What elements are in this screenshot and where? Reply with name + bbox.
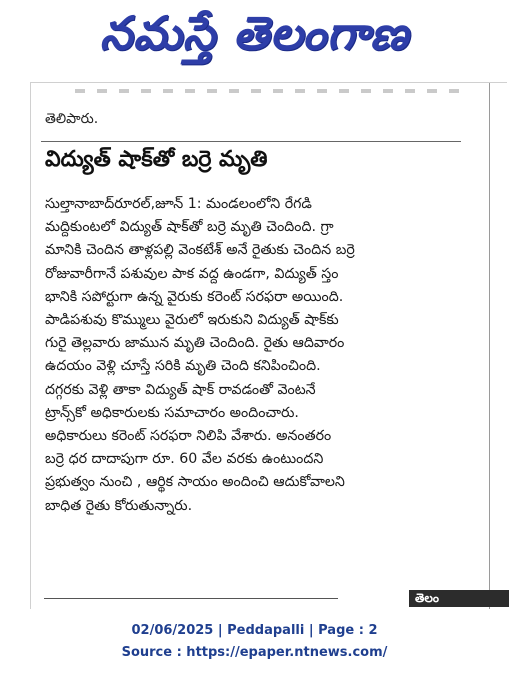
- body-line: సుల్తానాబాద్‌రూరల్,జూన్ 1: మండలంలోని రేగడి: [45, 196, 312, 212]
- body-line: ఉదయం వెళ్లి చూస్తే సరికి మృతి చెంది కనిపించింది.: [45, 358, 321, 375]
- body-line: ట్రాన్స్‌కో అధికారులకు సమాచారం అందించారు.: [45, 404, 299, 421]
- body-line: రోజువారీగానే పశువుల పాక వద్ద ఉండగా, విద్యుత్ స్తం: [45, 265, 339, 282]
- body-line: మానికి చెందిన తాళ్లపల్లి వెంకటేశ్ అనే రైతుకు చెందిన బర్రె: [45, 242, 355, 259]
- source-footer: [0, 620, 509, 664]
- newspaper-title: నమస్తే తెలంగాణ: [99, 6, 410, 60]
- body-line: ప్రభుత్వం నుంచి , ఆర్థిక సాయం అందించి ఆదుకోవాలని: [45, 474, 345, 491]
- masthead: [0, 0, 509, 78]
- footer-date-edition: 02/06/2025 | Peddapalli | Page : 2: [131, 623, 378, 638]
- article-clipping: [30, 82, 507, 609]
- body-line: భానికి సపోర్టుగా ఉన్న వైరుకు కరెంట్ సరఫరా అయింది.: [45, 288, 344, 305]
- body-line: దగ్గరకు వెళ్లి తాకా విద్యుత్ షాక్ రావడంతో వెంటనే: [45, 381, 316, 398]
- previous-article-tail: తెలిపారు.: [45, 111, 99, 127]
- body-line: అధికారులు కరెంట్ సరఫరా నిలిపి వేశారు. అనంతరం: [45, 428, 332, 445]
- article-headline: విద్యుత్ షాక్‌తో బర్రె మృతి: [45, 147, 268, 172]
- body-line: బాధిత రైతు కోరుతున్నారు.: [45, 497, 193, 514]
- column-rule: [489, 83, 490, 609]
- snippet-text: తెలం: [415, 591, 439, 605]
- article-end-rule: [44, 598, 338, 599]
- adjacent-clipping-snippet: [409, 590, 509, 607]
- body-line: బర్రె ధర దాదాపుగా రూ. 60 వేల వరకు ఉంటుందని: [45, 451, 324, 468]
- body-line: మద్దికుంటలో విద్యుత్ షాక్‌తో బర్రె మృతి చెందింది. గ్రా: [45, 219, 334, 236]
- body-line: పాడిపశువు కొమ్ములు వైరులో ఇరుకుని విద్యుత్ షాక్‌కు: [45, 312, 339, 329]
- cut-previous-line: [75, 83, 465, 97]
- body-line: గురై తెల్లవారు జామున మృతి చెందింది. రైతు ఆదివారం: [45, 335, 345, 352]
- article-divider: [41, 141, 461, 142]
- footer-source-link[interactable]: Source : https://epaper.ntnews.com/: [121, 645, 388, 660]
- article-body: [45, 193, 461, 518]
